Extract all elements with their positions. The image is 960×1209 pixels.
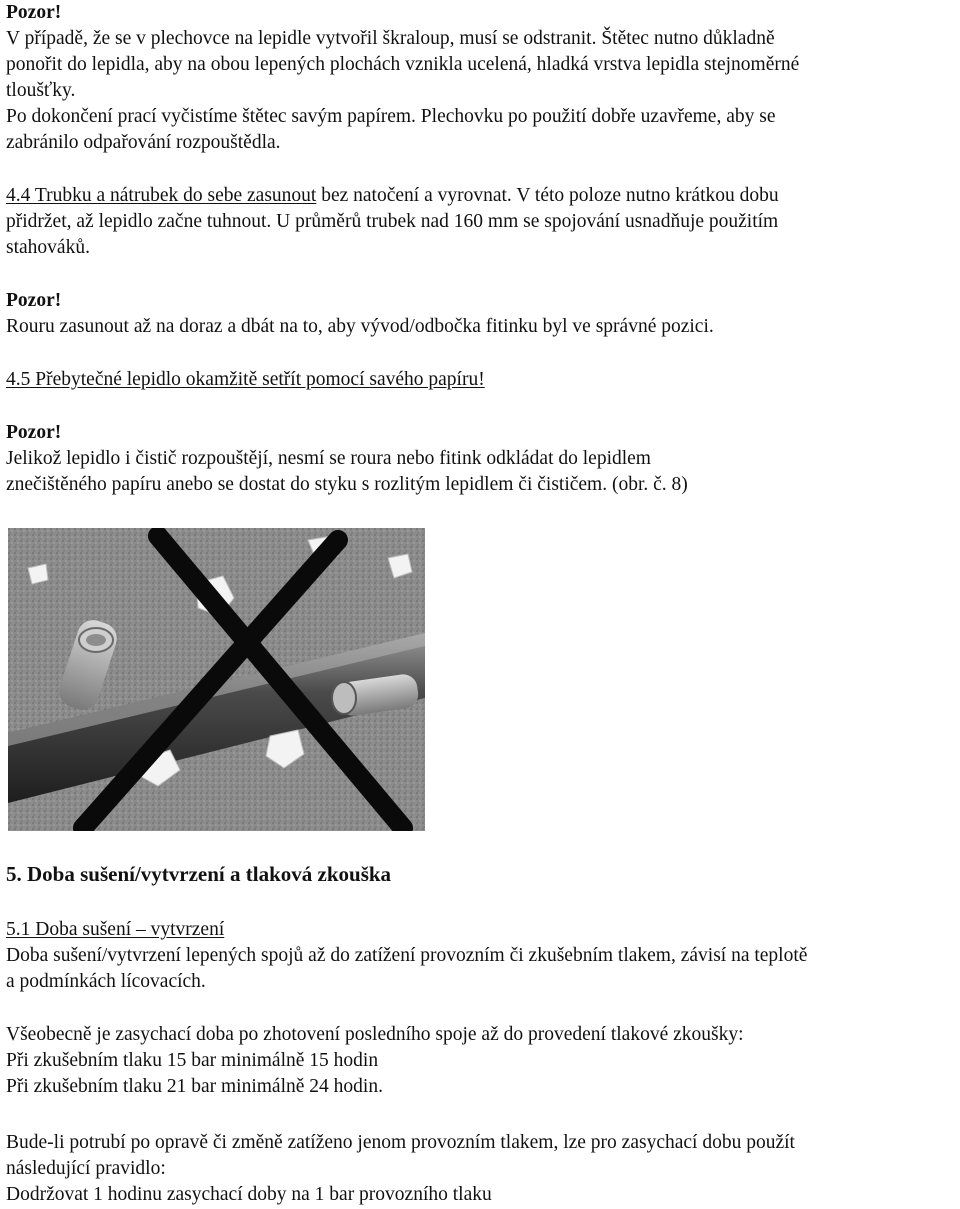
text-line: Bude-li potrubí po opravě či změně zatíženo jenom provozním tlakem, lze pro zasychací dobu použít	[6, 1132, 795, 1153]
text-line: ponořit do lepidla, aby na obou lepených plochách vznikla ucelená, hladká vrstva lepidla stejnoměrné	[6, 54, 800, 75]
text-line: zabránilo odpařování rozpouštědla.	[6, 132, 281, 153]
text-line: přidržet, až lepidlo začne tuhnout. U průměrů trubek nad 160 mm se spojování usnadňuje použitím	[6, 211, 779, 232]
text-line: Po dokončení prací vyčistíme štětec savým papírem. Plechovku po použití dobře uzavřeme, aby se	[6, 106, 776, 127]
text-line: tloušťky.	[6, 80, 76, 101]
step-text: bez natočení a vyrovnat. V této poloze nutno krátkou dobu	[316, 185, 779, 206]
text-line: Rouru zasunout až na doraz a dbát na to, aby vývod/odbočka fitinku byl ve správné pozici.	[6, 316, 714, 337]
step-heading: 4.5 Přebytečné lepidlo okamžitě setřít pomocí savého papíru!	[6, 369, 485, 390]
step-heading: 4.4 Trubku a nátrubek do sebe zasunout	[6, 185, 317, 206]
warning-label: Pozor!	[6, 2, 62, 23]
warning-label: Pozor!	[6, 422, 62, 443]
step-line	[6, 367, 485, 393]
pipe-photo-illustration	[8, 528, 425, 831]
text-line: Dodržovat 1 hodinu zasychací doby na 1 bar provozního tlaku	[6, 1184, 492, 1205]
text-line: znečištěného papíru anebo se dostat do styku s rozlitým lepidlem či čističem. (obr. č. 8)	[6, 474, 688, 495]
text-line: Doba sušení/vytvrzení lepených spojů až do zatížení provozním či zkušebním tlakem, závisí na teplotě	[6, 945, 808, 966]
section-heading: 5. Doba sušení/vytvrzení a tlaková zkouška	[6, 862, 392, 886]
text-line: V případě, že se v plechovce na lepidle vytvořil škraloup, musí se odstranit. Štětec nutno důkladně	[6, 28, 775, 49]
text-line: stahováků.	[6, 237, 90, 258]
text-line: následující pravidlo:	[6, 1158, 166, 1179]
subsection-heading	[6, 917, 224, 943]
subsection-title: 5.1 Doba sušení – vytvrzení	[6, 919, 225, 940]
text-line: a podmínkách lícovacích.	[6, 971, 206, 992]
text-line: Jelikož lepidlo i čistič rozpouštějí, nesmí se roura nebo fitink odkládat do lepidlem	[6, 448, 651, 469]
warning-label: Pozor!	[6, 290, 62, 311]
text-line: Všeobecně je zasychací doba po zhotovení posledního spoje až do provedení tlakové zkoušky:	[6, 1024, 744, 1045]
figure-pipe-photo	[8, 528, 425, 831]
step-line	[6, 183, 779, 209]
text-line: Při zkušebním tlaku 15 bar minimálně 15 hodin	[6, 1050, 379, 1071]
text-line: Při zkušebním tlaku 21 bar minimálně 24 hodin.	[6, 1076, 383, 1097]
